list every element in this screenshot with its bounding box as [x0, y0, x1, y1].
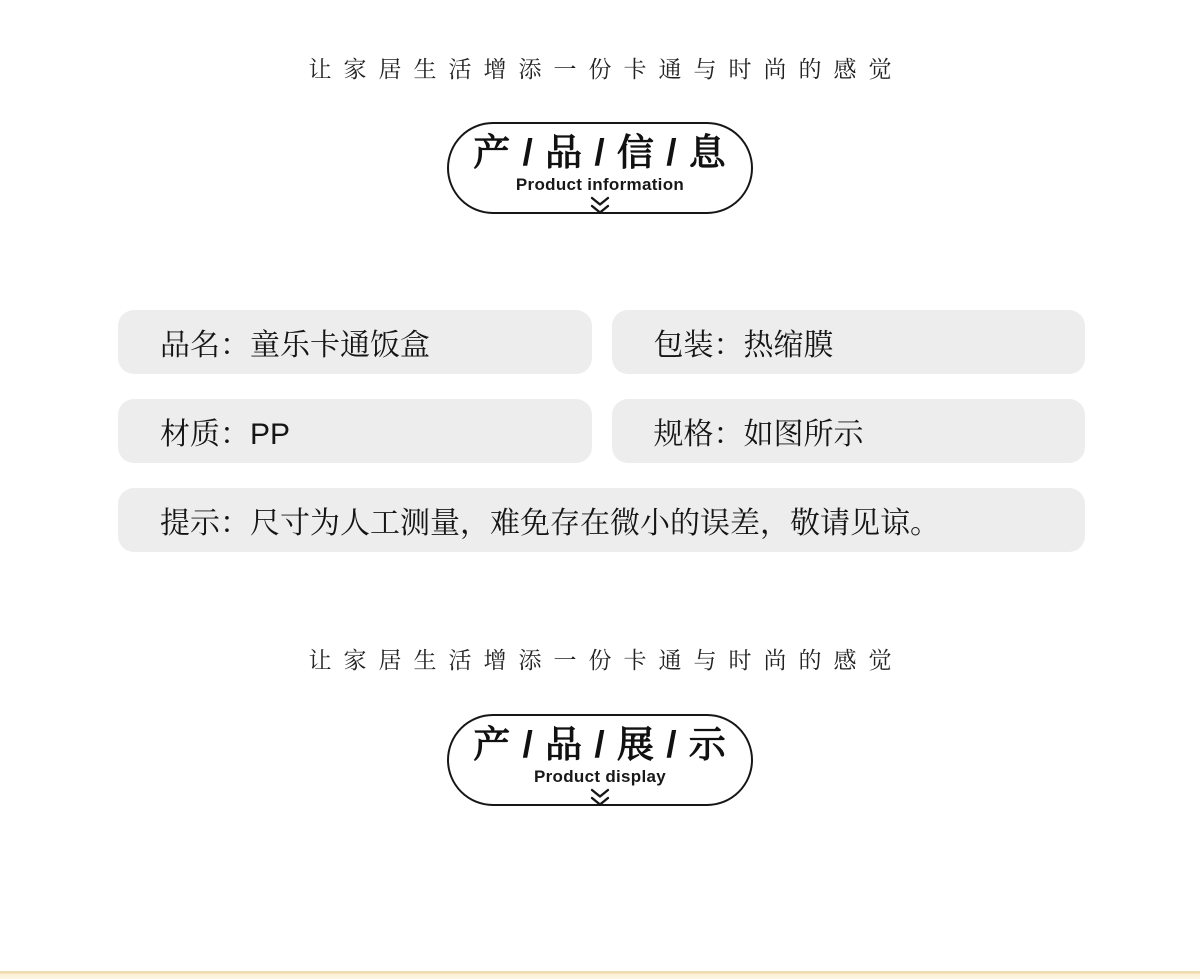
section-subtitle-product-info: Product information — [515, 175, 685, 194]
info-row-packaging: 包装：热缩膜 — [612, 310, 1086, 374]
info-row-measurement-note: 提示：尺寸为人工测量，难免存在微小的误差，敬请见谅。 — [118, 488, 1085, 552]
tagline-top: 让家居生活增添一份卡通与时尚的感觉 — [308, 56, 904, 82]
product-detail-page — [0, 55, 1200, 979]
double-chevron-down-icon — [587, 196, 613, 216]
info-row-material: 材质：PP — [118, 399, 592, 463]
info-row-product-name: 品名：童乐卡通饭盒 — [118, 310, 592, 374]
product-info-header — [447, 122, 753, 214]
next-section-top-edge — [0, 971, 1200, 979]
section-title-product-info: 产 / 品 / 信 / 息 — [473, 132, 727, 173]
product-display-header — [447, 714, 753, 806]
product-info-grid — [118, 310, 1085, 552]
section-title-product-display: 产 / 品 / 展 / 示 — [473, 724, 727, 765]
section-subtitle-product-display: Product display — [533, 767, 667, 786]
info-row-specification: 规格：如图所示 — [612, 399, 1086, 463]
tagline-bottom: 让家居生活增添一份卡通与时尚的感觉 — [308, 647, 904, 673]
double-chevron-down-icon — [587, 788, 613, 808]
